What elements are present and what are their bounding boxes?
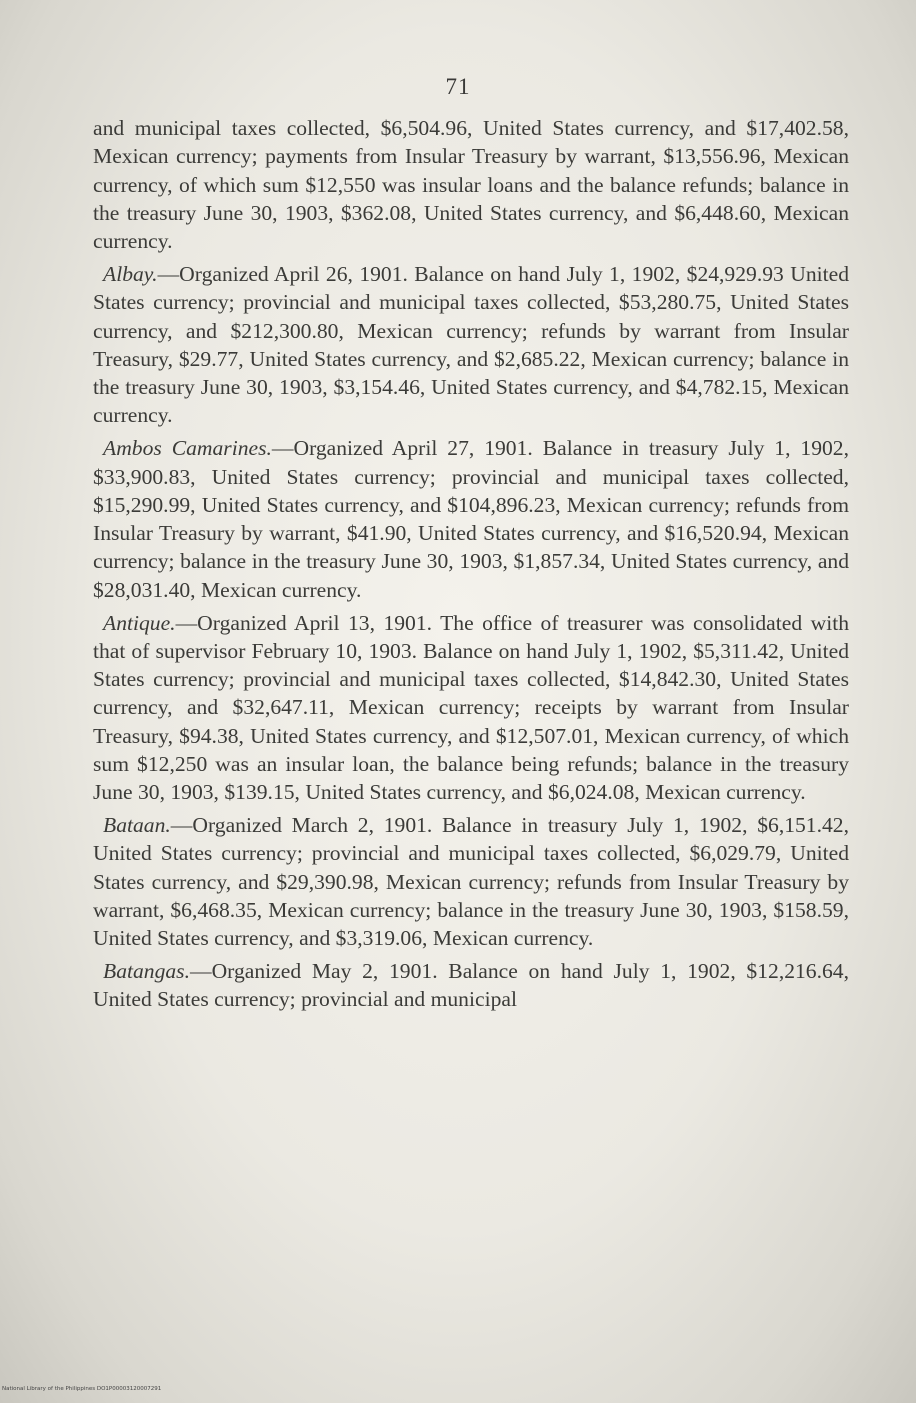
paragraph-text: —Organized April 27, 1901. Balance in treasury July 1, 1902, $33,900.83, United States currency; provincial and municipal taxes collected, $15,290.99, United States currency, and $104,896.23, Mexican currency; refunds from Insular Treasury by warrant, $41.90, United States currency, and $16,520.94, Mexican currency; balance in the treasury June 30, 1903, $1,857.34, United States currency, and $28,031.40, Mexican currency. — [93, 436, 850, 602]
page-body — [93, 114, 849, 1018]
paragraph-heading: Bataan. — [103, 813, 171, 838]
paragraph-batangas — [93, 957, 849, 1014]
paragraph-heading: Ambos Camarines. — [103, 436, 272, 461]
paragraph-text: —Organized March 2, 1901. Balance in treasury July 1, 1902, $6,151.42, United States currency; provincial and municipal taxes collected, $6,029.79, United States currency, and $29,390.98, Mexican currency; refunds from Insular Treasury by warrant, $6,468.35, Mexican currency; balance in the treasury June 30, 1903, $158.59, United States currency, and $3,319.06, Mexican currency. — [93, 813, 849, 951]
paragraph-heading: Antique. — [103, 610, 176, 635]
page-number: 71 — [445, 74, 471, 99]
paragraph-text: —Organized May 2, 1901. Balance on hand July 1, 1902, $12,216.64, United States currency; provincial and municipal — [93, 959, 849, 1012]
paragraph-text: —Organized April 26, 1901. Balance on hand July 1, 1902, $24,929.93 United States currency; provincial and municipal taxes collected, $53,280.75, United States currency, and $212,300.80, Mexican currency; refunds by warrant from Insular Treasury, $29.77, United States currency, and $2,685.22, Mexican currency; balance in the treasury June 30, 1903, $3,154.46, United States currency, and $4,782.15, Mexican currency. — [93, 261, 849, 428]
paragraph-text: —Organized April 13, 1901. The office of treasurer was consolidated with that of supervisor February 10, 1903. Balance on hand July 1, 1902, $5,311.42, United States currency; provincial and municipal taxes collected, $14,842.30, United States currency, and $32,647.11, Mexican currency; receipts by warrant from Insular Treasury, $94.38, United States currency, and $12,507.01, Mexican currency, of which sum $12,250 was an insular loan, the balance being refunds; balance in the treasury June 30, 1903, $139.15, United States currency, and $6,024.08, Mexican currency. — [93, 610, 849, 805]
paragraph-ambos-camarines — [93, 434, 849, 604]
paragraph-albay — [93, 260, 849, 430]
paragraph-antique — [93, 609, 849, 807]
paragraph-text: and municipal taxes collected, $6,504.96, United States currency, and $17,402.58, Mexican currency; payments from Insular Treasury by warrant, $13,556.96, Mexican currency, of which sum $12,550 was insular loans and the balance refunds; balance in the treasury June 30, 1903, $362.08, United States currency, and $6,448.60, Mexican currency. — [93, 116, 849, 254]
paragraph-heading: Batangas. — [103, 959, 190, 984]
paragraph-bataan — [93, 811, 849, 952]
footer-credit: National Library of the Philippines DO1P00003120007291 — [2, 1386, 162, 1392]
paragraph-continuation — [93, 114, 849, 255]
paragraph-heading: Albay. — [103, 261, 158, 286]
